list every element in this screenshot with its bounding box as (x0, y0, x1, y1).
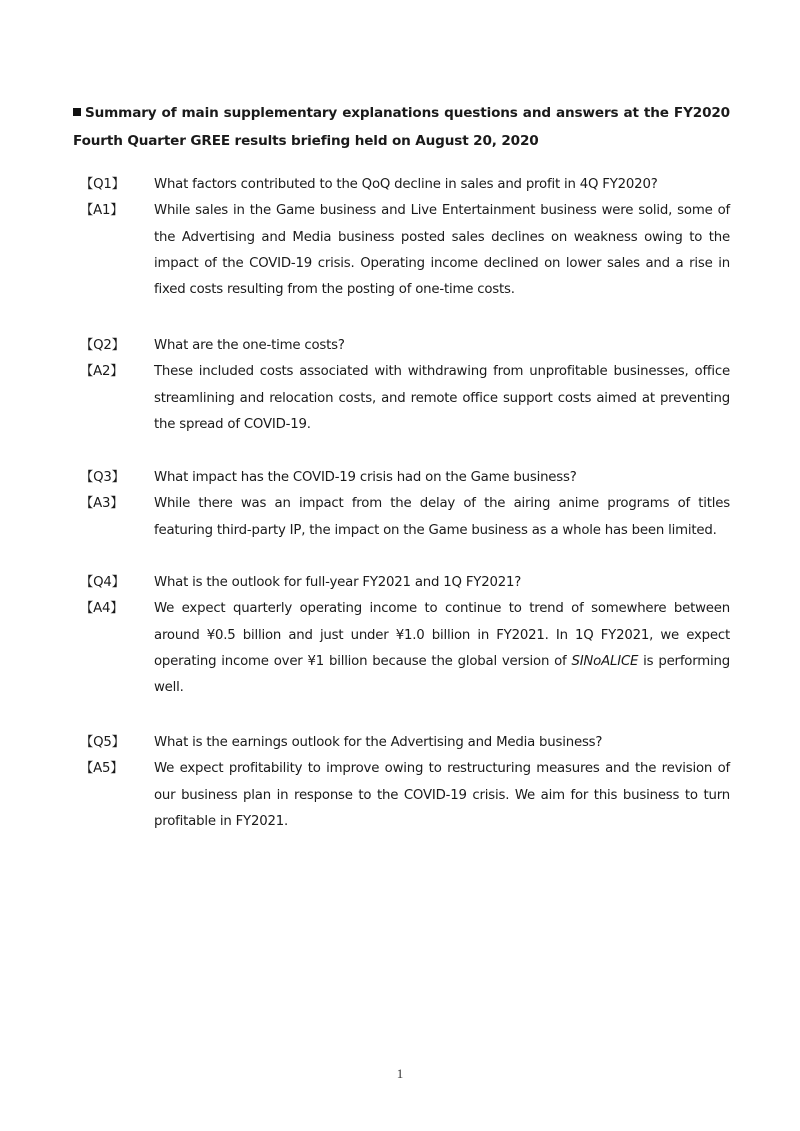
qa-block-3 (0, 465, 800, 544)
page-number: 1 (396, 1066, 404, 1081)
answer-text-part-2: is performing well. (154, 653, 730, 696)
qa-block-5 (0, 730, 800, 835)
question-3 (0, 465, 800, 491)
answer-tag: 【A3】 (80, 496, 124, 512)
qa-block-4 (0, 570, 800, 701)
question-text: What is the earnings outlook for the Advertising and Media business? (154, 735, 603, 750)
question-5 (0, 730, 800, 756)
question-tag: 【Q3】 (80, 470, 125, 485)
question-4 (0, 570, 800, 596)
answer-5 (0, 756, 800, 835)
question-2 (0, 333, 800, 359)
answer-4 (0, 596, 800, 701)
answer-text: These included costs associated with withdrawing from unprofitable businesses, office streamlining and relocation costs, and remote office support costs aimed at preventing the spread of COVID-19. (154, 364, 730, 432)
question-tag: 【Q2】 (80, 338, 125, 353)
question-1 (0, 172, 800, 198)
answer-text: While sales in the Game business and Live Entertainment business were solid, some of the Advertising and Media business posted sales declines on weakness owing to the impact of the COVID-19 crisis. Operating income declined on lower sales and a rise in fixed costs resulting from the posting of one-time costs. (154, 203, 730, 298)
question-tag: 【Q5】 (80, 735, 125, 750)
question-tag: 【Q4】 (80, 575, 125, 590)
question-tag: 【Q1】 (80, 177, 125, 192)
question-text: What factors contributed to the QoQ decline in sales and profit in 4Q FY2020? (154, 177, 658, 192)
answer-tag: 【A2】 (80, 364, 124, 380)
answer-2 (0, 359, 800, 438)
question-text: What are the one-time costs? (154, 338, 345, 353)
answer-tag: 【A4】 (80, 601, 124, 617)
answer-tag: 【A5】 (80, 761, 124, 777)
qa-block-1 (0, 172, 800, 303)
answer-text (154, 596, 730, 701)
answer-text-part-1: We expect quarterly operating income to continue to trend of somewhere between around ¥0.5 billion and just under ¥1.0 billion in FY2021. In 1Q FY2021, we expect operating income over ¥1 billion because the global version of (154, 601, 730, 669)
title-line-1 (73, 99, 730, 127)
answer-tag: 【A1】 (80, 203, 124, 219)
game-title-sinoalice: SINoALICE (571, 653, 639, 669)
answer-1 (0, 198, 800, 303)
answer-text: We expect profitability to improve owing to restructuring measures and the revision of our business plan in response to the COVID-19 crisis. We aim for this business to turn profitable in FY2021. (154, 761, 730, 829)
qa-block-2 (0, 333, 800, 438)
document-title (73, 99, 730, 155)
question-text: What is the outlook for full-year FY2021 and 1Q FY2021? (154, 575, 522, 590)
title-line-1-text: Summary of main supplementary explanations questions and answers at the FY2020 (85, 105, 730, 121)
question-text: What impact has the COVID-19 crisis had on the Game business? (154, 470, 577, 485)
title-line-2: Fourth Quarter GREE results briefing held on August 20, 2020 (73, 133, 539, 149)
answer-text: While there was an impact from the delay of the airing anime programs of titles featuring third-party IP, the impact on the Game business as a whole has been limited. (154, 496, 730, 538)
square-bullet-icon (73, 108, 81, 116)
answer-3 (0, 491, 800, 544)
